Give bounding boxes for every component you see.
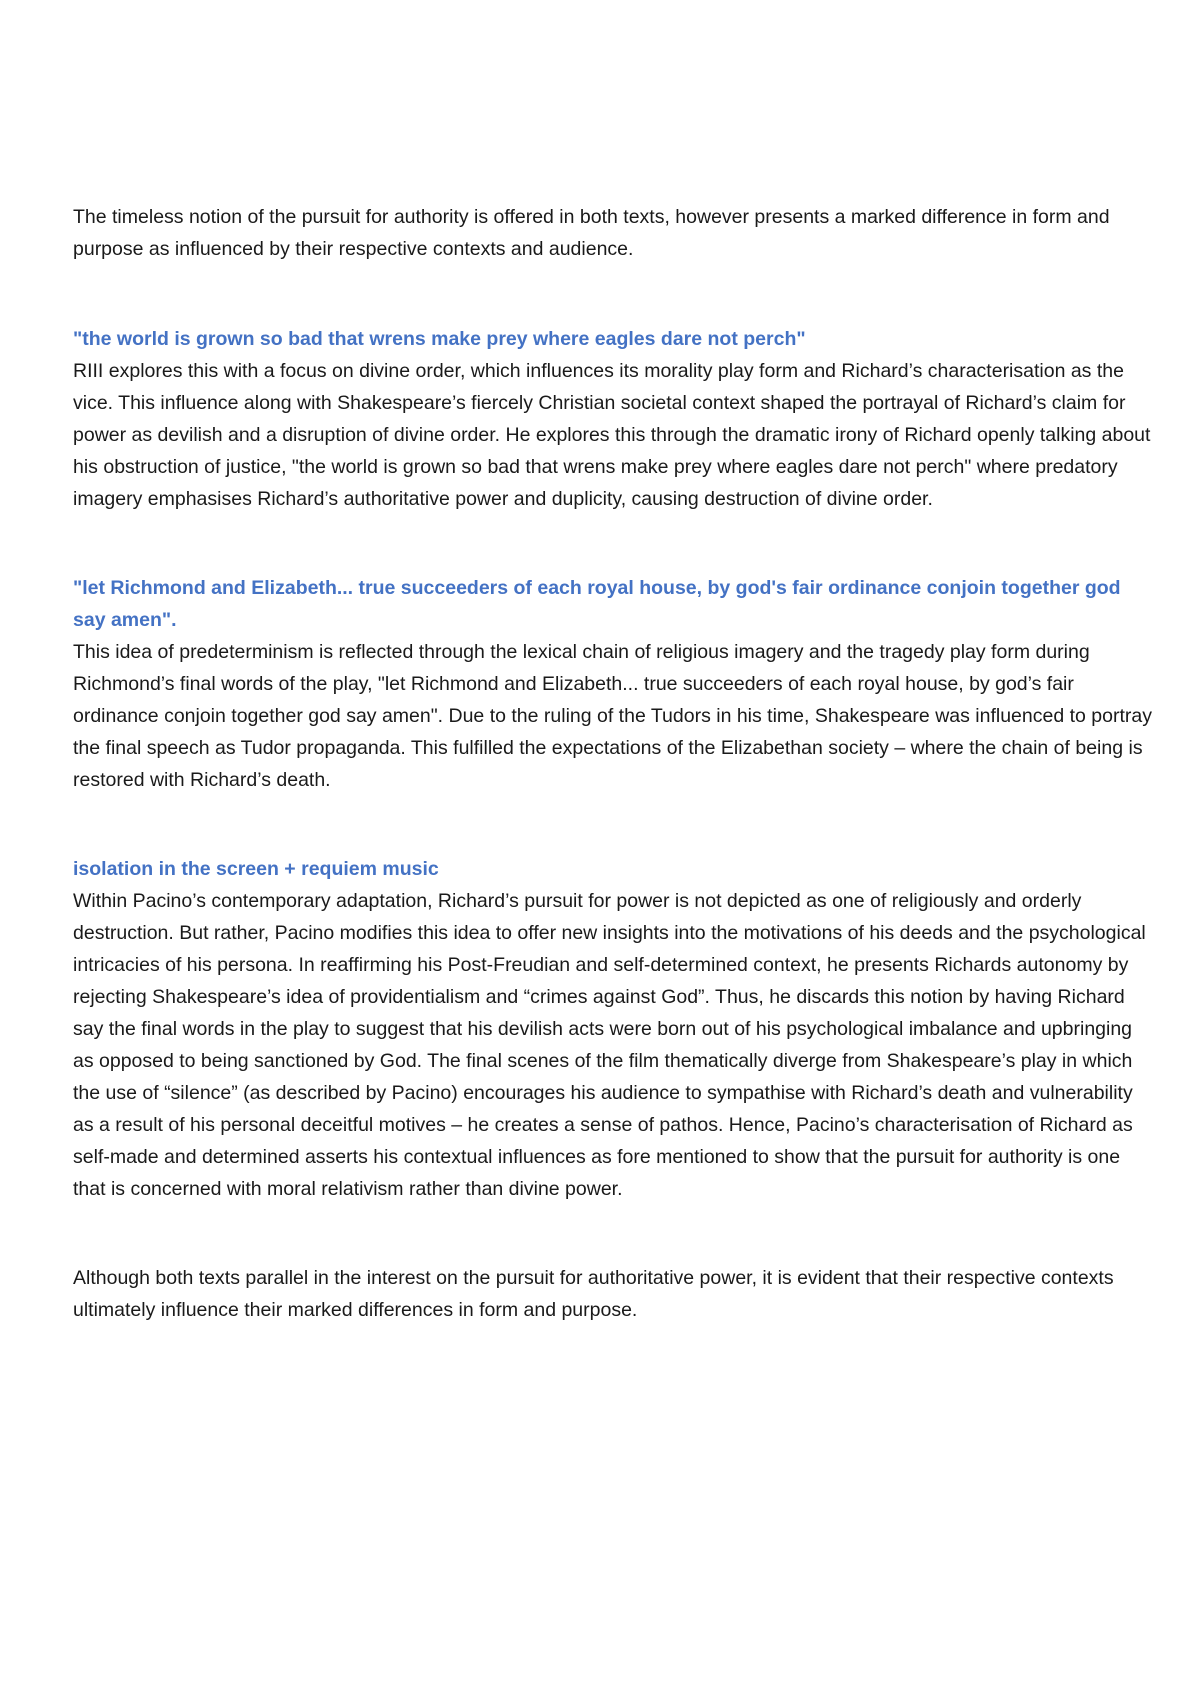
spacer	[73, 1205, 1153, 1262]
intro-paragraph: The timeless notion of the pursuit for authority is offered in both texts, however presents a marked difference in form and purpose as influenced by their respective contexts and audience.	[73, 206, 1110, 260]
section-heading-quote-wrens: "the world is grown so bad that wrens make prey where eagles dare not perch"	[73, 328, 806, 350]
spacer	[73, 515, 1153, 572]
section-richmond-predeterminism	[73, 572, 1153, 796]
document-body	[73, 201, 1153, 1326]
section-heading-isolation: isolation in the screen + requiem music	[73, 858, 439, 880]
section-body-divine-order: RIII explores this with a focus on divine order, which influences its morality play form and Richard’s characterisation as the vice. This influence along with Shakespeare’s fiercely Christian societal context shaped the portrayal of Richard’s claim for power as devilish and a disruption of divine order. He explores this through the dramatic irony of Richard openly talking about his obstruction of justice, "the world is grown so bad that wrens make prey where eagles dare not perch" where predatory imagery emphasises Richard’s authoritative power and duplicity, causing destruction of divine order.	[73, 360, 1151, 510]
spacer	[73, 796, 1153, 853]
section-body-predeterminism: This idea of predeterminism is reflected through the lexical chain of religious imagery and the tragedy play form during Richmond’s final words of the play, "let Richmond and Elizabeth... true succeeders of each royal house, by god’s fair ordinance conjoin together god say amen". Due to the ruling of the Tudors in his time, Shakespeare was influenced to portray the final speech as Tudor propaganda. This fulfilled the expectations of the Elizabethan society – where the chain of being is restored with Richard’s death.	[73, 641, 1152, 791]
conclusion-paragraph: Although both texts parallel in the interest on the pursuit for authoritative power, it is evident that their respective contexts ultimately influence their marked differences in form and purpose.	[73, 1267, 1114, 1321]
section-pacino-adaptation	[73, 853, 1153, 1205]
section-body-pacino: Within Pacino’s contemporary adaptation, Richard’s pursuit for power is not depicted as one of religiously and orderly destruction. But rather, Pacino modifies this idea to offer new insights into the motivations of his deeds and the psychological intricacies of his persona. In reaffirming his Post-Freudian and self-determined context, he presents Richards autonomy by rejecting Shakespeare’s idea of providentialism and “crimes against God”. Thus, he discards this notion by having Richard say the final words in the play to suggest that his devilish acts were born out of his psychological imbalance and upbringing as opposed to being sanctioned by God. The final scenes of the film thematically diverge from Shakespeare’s play in which the use of “silence” (as described by Pacino) encourages his audience to sympathise with Richard’s death and vulnerability as a result of his personal deceitful motives – he creates a sense of pathos. Hence, Pacino’s characterisation of Richard as self-made and determined asserts his contextual influences as fore mentioned to show that the pursuit for authority is one that is concerned with moral relativism rather than divine power.	[73, 890, 1146, 1200]
spacer	[73, 265, 1153, 323]
section-richard-divine-order	[73, 323, 1153, 515]
section-heading-quote-richmond: "let Richmond and Elizabeth... true succeeders of each royal house, by god's fair ordinance conjoin together god say amen".	[73, 577, 1121, 631]
